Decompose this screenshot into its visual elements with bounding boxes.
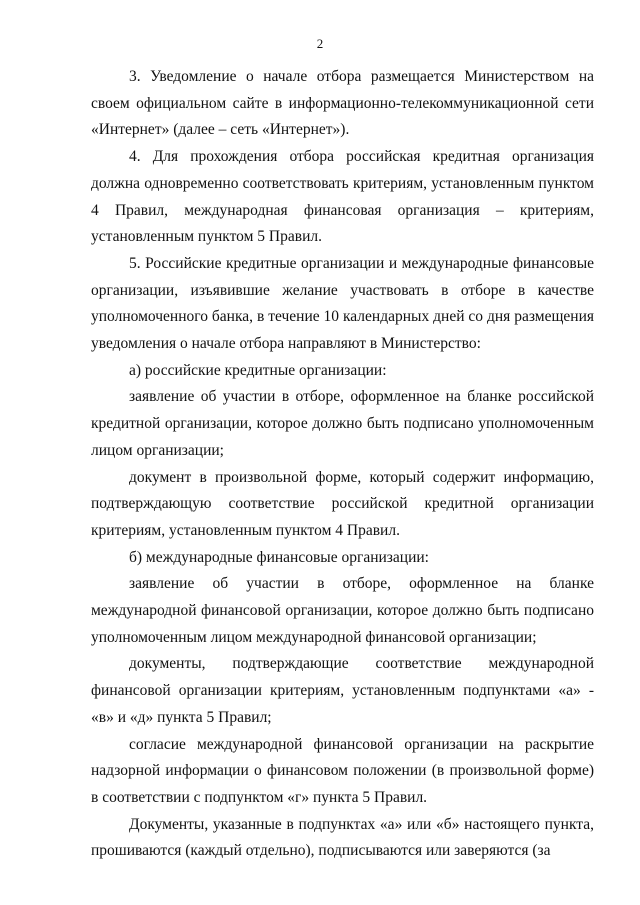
document-body	[91, 64, 594, 865]
page-number: 2	[316, 36, 324, 51]
subitem-b-consent: согласие международной финансовой организации на раскрытие надзорной информации о финансовом положении (в произвольной форме) в соответствии с подпунктом «г» пункта 5 Правил.	[91, 735, 594, 806]
paragraph-5: 5. Российские кредитные организации и международные финансовые организации, изъявившие желание участвовать в отборе в качестве уполномоченного банка, в течение 10 календарных дней со дня размещения уведомления о начале отбора направляют в Министерство:	[91, 254, 594, 353]
subitem-b-application: заявление об участии в отборе, оформленное на бланке международной финансовой организации, которое должно быть подписано уполномоченным лицом международной финансовой организации;	[91, 575, 594, 646]
documents-binding-paragraph: Документы, указанные в подпунктах «а» или «б» настоящего пункта, прошиваются (каждый отдельно), подписываются или заверяются (за	[91, 815, 594, 860]
paragraph-3: 3. Уведомление о начале отбора размещается Министерством на своем официальном сайте в информационно-телекоммуникационной сети «Интернет» (далее – сеть «Интернет»).	[91, 68, 594, 139]
subitem-a-document: документ в произвольной форме, который содержит информацию, подтверждающую соответствие российской кредитной организации критериям, установленным пунктом 4 Правил.	[91, 468, 594, 539]
paragraph-4: 4. Для прохождения отбора российская кредитная организация должна одновременно соответствовать критериям, установленным пунктом 4 Правил, международная финансовая организация – критериям, установленным пунктом 5 Правил.	[91, 148, 594, 246]
subitem-a-application: заявление об участии в отборе, оформленное на бланке российской кредитной организации, которое должно быть подписано уполномоченным лицом организации;	[91, 388, 594, 459]
subitem-a-heading: а) российские кредитные организации:	[129, 361, 387, 379]
subitem-b-documents: документы, подтверждающие соответствие международной финансовой организации критериям, установленным подпунктами «а» - «в» и «д» пункта 5 Правил;	[91, 655, 594, 726]
subitem-b-heading: б) международные финансовые организации:	[129, 548, 429, 566]
